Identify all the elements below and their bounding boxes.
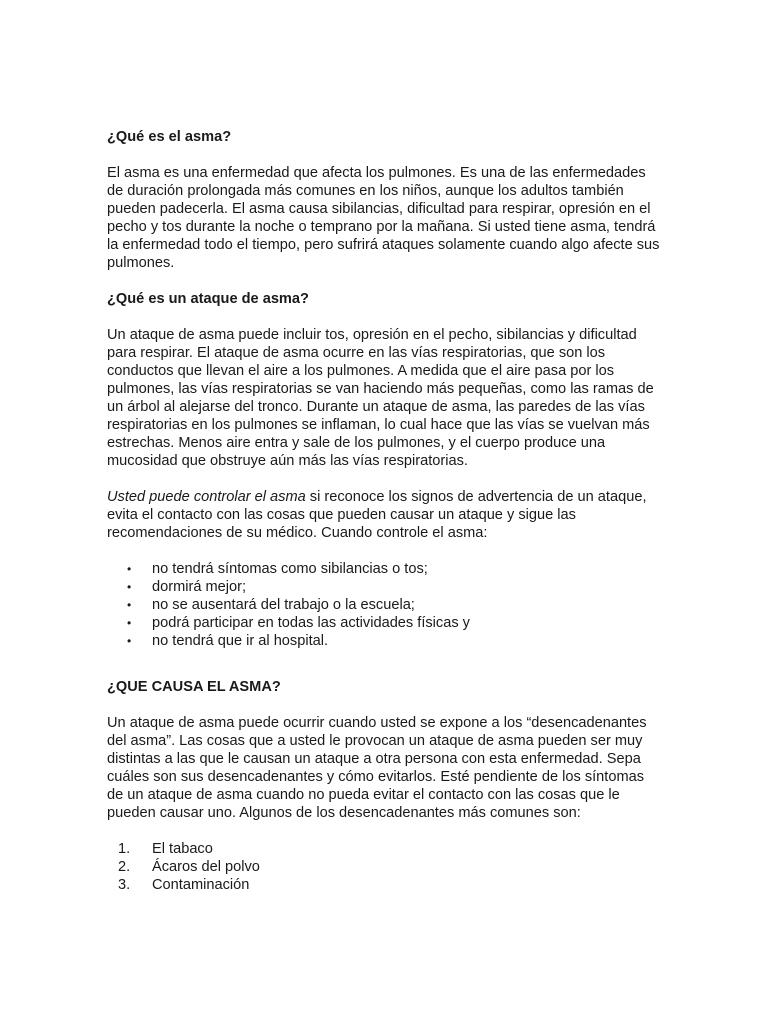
list-number: 3.	[118, 877, 131, 893]
list-number: 2.	[118, 859, 131, 875]
list-item-text: El tabaco	[152, 841, 213, 857]
bullet-icon: •	[127, 598, 132, 612]
paragraph-ataque-de-asma: Un ataque de asma puede incluir tos, opresión en el pecho, sibilancias y dificultad para respirar. El ataque de asma ocurre en las vías respiratorias, que son los conductos que llevan el aire a los pulmones. A medida que el aire pasa por los pulmones, las vías respiratorias se van haciendo más pequeñas, como las ramas de un árbol al alejarse del tronco. Durante un ataque de asma, las paredes de las vías respiratorias en los pulmones se inflaman, lo cual hace que las vías se vuelvan más estrechas. Menos aire entra y sale de los pulmones, y el cuerpo produce una mucosidad que obstruye aún más las vías respiratorias.	[107, 327, 654, 469]
list-item-text: no tendrá síntomas como sibilancias o tos;	[152, 561, 428, 577]
list-item-text: no tendrá que ir al hospital.	[152, 633, 329, 649]
bullet-list-beneficios	[107, 560, 663, 650]
paragraph-que-causa-el-asma: Un ataque de asma puede ocurrir cuando usted se expone a los “desencadenantes del asma”. Las cosas que a usted le provocan un ataque de asma pueden ser muy distintas a las que le causan un ataque a otra persona con esta enfermedad. Sepa cuáles son sus desencadenantes y cómo evitarlos. Esté pendiente de los síntomas de un ataque de asma cuando no pueda evitar el contacto con las cosas que le pueden causar uno. Algunos de los desencadenantes más comunes son:	[107, 715, 647, 821]
list-number: 1.	[118, 841, 131, 857]
bullet-icon: •	[127, 580, 132, 594]
heading-que-causa-el-asma: ¿QUE CAUSA EL ASMA?	[107, 679, 281, 695]
bullet-icon: •	[127, 634, 132, 648]
spacer	[107, 272, 663, 290]
bullet-icon: •	[127, 616, 132, 630]
spacer	[107, 470, 663, 488]
list-item	[107, 614, 663, 632]
list-item	[107, 632, 663, 650]
list-item-text: podrá participar en todas las actividades físicas y	[152, 615, 470, 631]
list-item-text: Ácaros del polvo	[152, 859, 260, 875]
italic-controlar-asma: Usted puede controlar el asma	[107, 489, 306, 505]
paragraph-controlar-asma	[107, 488, 663, 542]
list-item	[107, 578, 663, 596]
spacer	[107, 308, 663, 326]
spacer	[107, 696, 663, 714]
list-item	[107, 596, 663, 614]
spacer	[107, 822, 663, 840]
numbered-list-desencadenantes	[107, 840, 663, 894]
bullet-icon: •	[127, 562, 132, 576]
list-item	[107, 840, 663, 858]
list-item-text: no se ausentará del trabajo o la escuela;	[152, 597, 415, 613]
heading-ataque-de-asma: ¿Qué es un ataque de asma?	[107, 291, 309, 307]
paragraph-que-es-el-asma: El asma es una enfermedad que afecta los pulmones. Es una de las enfermedades de duración prolongada más comunes en los niños, aunque los adultos también pueden padecerla. El asma causa sibilancias, dificultad para respirar, opresión en el pecho y tos durante la noche o temprano por la mañana. Si usted tiene asma, tendrá la enfermedad todo el tiempo, pero sufrirá ataques solamente cuando algo afecte sus pulmones.	[107, 165, 660, 271]
heading-que-es-el-asma: ¿Qué es el asma?	[107, 129, 232, 145]
list-item	[107, 560, 663, 578]
spacer	[107, 542, 663, 560]
spacer	[107, 146, 663, 164]
list-item	[107, 858, 663, 876]
list-item-text: Contaminación	[152, 877, 250, 893]
spacer	[107, 650, 663, 678]
document-body	[107, 128, 663, 894]
text-controlar-asma: si reconoce los signos de advertencia de un ataque, evita el contacto con las cosas que pueden causar un ataque y sigue las recomendaciones de su médico. Cuando controle el asma:	[107, 489, 647, 541]
list-item-text: dormirá mejor;	[152, 579, 247, 595]
list-item	[107, 876, 663, 894]
